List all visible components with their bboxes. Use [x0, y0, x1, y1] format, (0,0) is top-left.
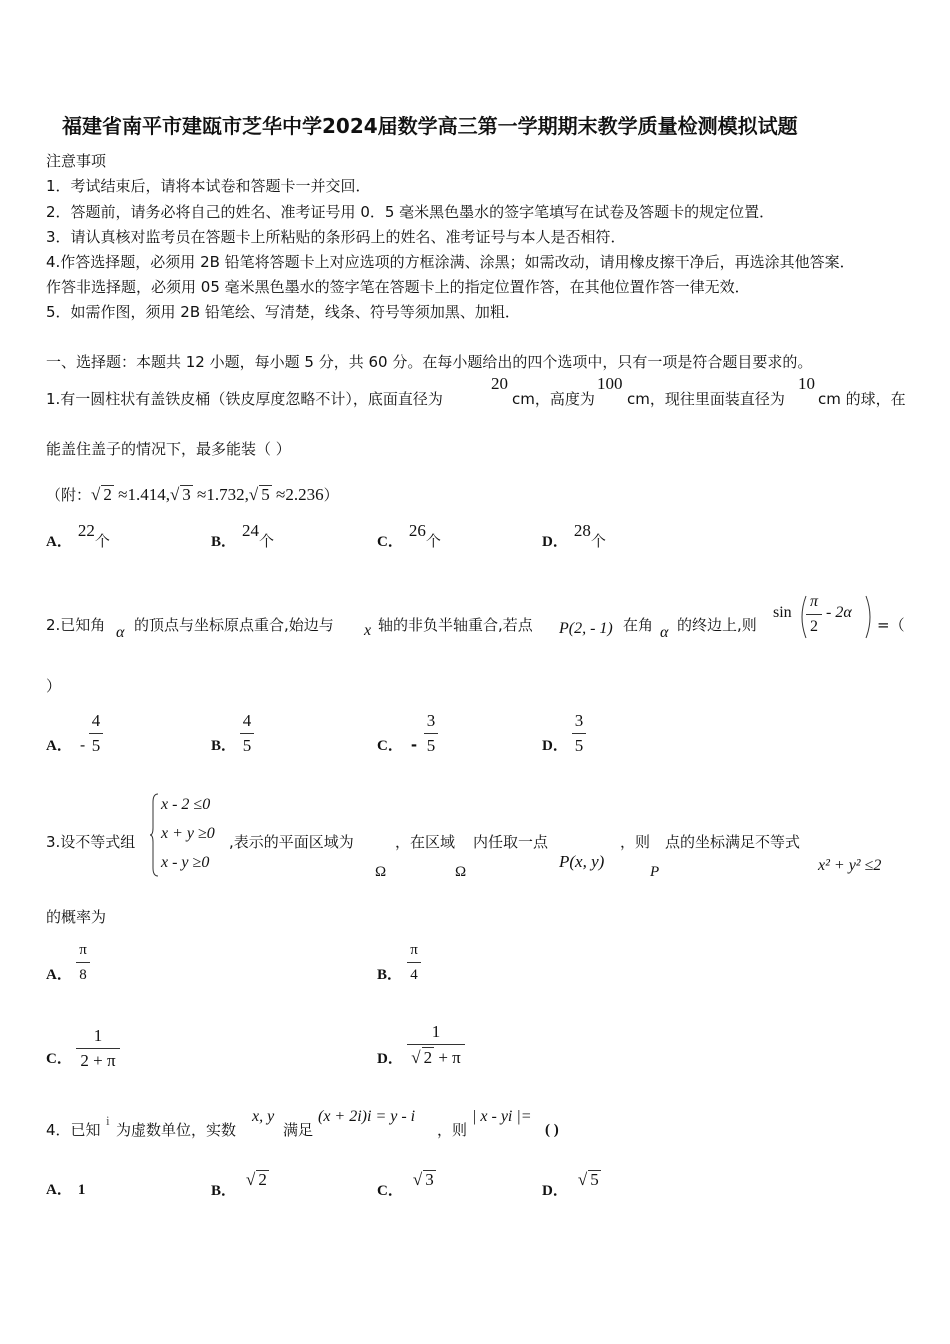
q2-pi-over-2: π 2	[806, 592, 822, 637]
q1-option-d[interactable]: D．28个	[542, 521, 606, 550]
q3-omega-2: Ω	[455, 864, 467, 880]
q2-option-a-frac: 4 5	[89, 711, 103, 756]
notice-item-3: 3．请认真核对监考员在答题卡上所粘贴的条形码上的姓名、准考证号与本人是否相符．	[46, 228, 626, 246]
q4-i: i	[106, 1113, 110, 1128]
q2-alpha-2: α	[660, 624, 669, 641]
q3-option-c-frac: 1 2 + π	[76, 1026, 120, 1071]
notice-item-4: 4.作答选择题，必须用 2B 铅笔将答题卡上对应选项的方框涂满、涂黑；如需改动，请用橡皮擦干净后，再选涂其他答案．	[46, 253, 855, 271]
notice-item-2: 2．答题前，请务必将自己的姓名、准考证号用 0．5 毫米黑色墨水的签字笔填写在试卷及答题卡的规定位置．	[46, 203, 775, 221]
q2-alpha: α	[116, 624, 125, 641]
q4-text-3: 满足	[283, 1121, 314, 1139]
q2-option-a[interactable]: A． -	[46, 736, 86, 754]
q1-ball-diameter: 10	[798, 374, 815, 393]
q2-text-4: 在角	[623, 616, 654, 634]
q2-x: x	[364, 622, 372, 639]
q4-option-a[interactable]: A． 1	[46, 1182, 86, 1198]
q4-xy: x, y	[252, 1108, 275, 1125]
q2-close: ）	[46, 677, 62, 695]
notice-item-5: 5．如需作图，须用 2B 铅笔绘、写清楚，线条、符号等须加黑、加粗．	[46, 303, 520, 321]
q3-ineq-2: x + y ≥0	[161, 825, 215, 842]
q3-P: P	[650, 864, 660, 880]
q3-text-3: ，在区域	[395, 833, 456, 851]
q3-option-d[interactable]: D．	[377, 1051, 403, 1067]
q3-option-b-frac: π 4	[407, 940, 421, 985]
q2-option-c-frac: 3 5	[424, 711, 438, 756]
q1-text-4: cm 的球，在	[818, 390, 906, 408]
q2-minus-2alpha: - 2α	[826, 604, 852, 621]
q3-omega: Ω	[375, 864, 387, 880]
q3-text-4: 内任取一点	[473, 833, 549, 851]
q2-equals: =（	[877, 616, 905, 634]
q3-text-6: 点的坐标满足不等式	[665, 833, 801, 851]
q3-text-5: ，则	[620, 833, 651, 851]
q1-text-3: cm，现往里面装直径为	[627, 390, 785, 408]
q1-hint: （附：√ 2 ≈1.414,√ 3 ≈1.732,√ 5 ≈2.236）	[46, 485, 339, 504]
q3-option-a-frac: π 8	[76, 940, 90, 985]
q3-ineq-1: x - 2 ≤0	[161, 796, 211, 813]
q4-text-2: 为虚数单位，实数	[116, 1121, 237, 1139]
q2-sin: sin	[773, 604, 792, 621]
q3-option-a[interactable]: A．	[46, 967, 72, 983]
q3-option-c[interactable]: C．	[46, 1051, 72, 1067]
q1-text-line2: 能盖住盖子的情况下，最多能装（ ）	[46, 440, 291, 458]
q3-brace	[150, 792, 160, 878]
q1-height: 100	[597, 374, 623, 393]
q2-text-2: 的顶点与坐标原点重合,始边与	[134, 616, 334, 634]
q1-option-c[interactable]: C．26个	[377, 521, 441, 550]
q4-abs: | x - yi |=	[472, 1108, 532, 1125]
q2-option-d-frac: 3 5	[572, 711, 586, 756]
q3-option-d-frac: 1 √ 2 + π	[407, 1022, 465, 1068]
q4-text-1: 4．已知	[46, 1121, 101, 1139]
notice-item-1: 1．考试结束后，请将本试卷和答题卡一并交回．	[46, 177, 371, 195]
q4-option-b[interactable]: B．√ 2	[211, 1170, 267, 1199]
q2-text-1: 2.已知角	[46, 616, 106, 634]
q4-text-4: ，则	[437, 1121, 468, 1139]
q1-option-a[interactable]: A．22个	[46, 521, 110, 550]
q3-ineq-3: x - y ≥0	[161, 854, 210, 871]
q2-option-d[interactable]: D．	[542, 738, 568, 754]
notice-item-4-cont: 作答非选择题，必须用 05 毫米黑色墨水的签字笔在答题卡上的指定位置作答，在其他位置作答一律无效．	[46, 278, 750, 296]
q2-right-paren	[864, 594, 876, 640]
q4-answer-paren: ( )	[545, 1122, 559, 1138]
q3-text-2: ,表示的平面区域为	[229, 833, 354, 851]
q3-option-b[interactable]: B．	[377, 967, 403, 983]
section-heading: 一、选择题：本题共 12 小题，每小题 5 分，共 60 分。在每小题给出的四个选项中，只有一项是符合题目要求的。	[46, 353, 813, 371]
q2-option-b-frac: 4 5	[240, 711, 254, 756]
notice-heading: 注意事项	[46, 152, 107, 170]
q3-text-line2: 的概率为	[46, 908, 107, 926]
q1-option-b[interactable]: B．24个	[211, 521, 275, 550]
q4-equation: (x + 2i)i = y - i	[318, 1108, 416, 1125]
q4-option-c[interactable]: C．√ 3	[377, 1170, 434, 1199]
q3-condition: x² + y² ≤2	[818, 857, 882, 874]
q1-text-1: 1.有一圆柱状有盖铁皮桶（铁皮厚度忽略不计），底面直径为	[46, 390, 443, 408]
q2-point: P(2, - 1)	[559, 620, 613, 637]
q2-option-b[interactable]: B．	[211, 738, 237, 754]
page-title: 福建省南平市建瓯市芝华中学2024届数学高三第一学期期末教学质量检测模拟试题	[62, 114, 798, 138]
q4-option-d[interactable]: D．√ 5	[542, 1170, 599, 1199]
q3-text-1: 3.设不等式组	[46, 833, 136, 851]
q1-diameter: 20	[491, 374, 508, 393]
q2-text-3: 轴的非负半轴重合,若点	[378, 616, 533, 634]
q1-text-2: cm，高度为	[512, 390, 595, 408]
q2-option-c[interactable]: C． -	[377, 736, 418, 754]
q3-point: P(x, y)	[559, 852, 605, 871]
q2-text-5: 的终边上,则	[677, 616, 757, 634]
